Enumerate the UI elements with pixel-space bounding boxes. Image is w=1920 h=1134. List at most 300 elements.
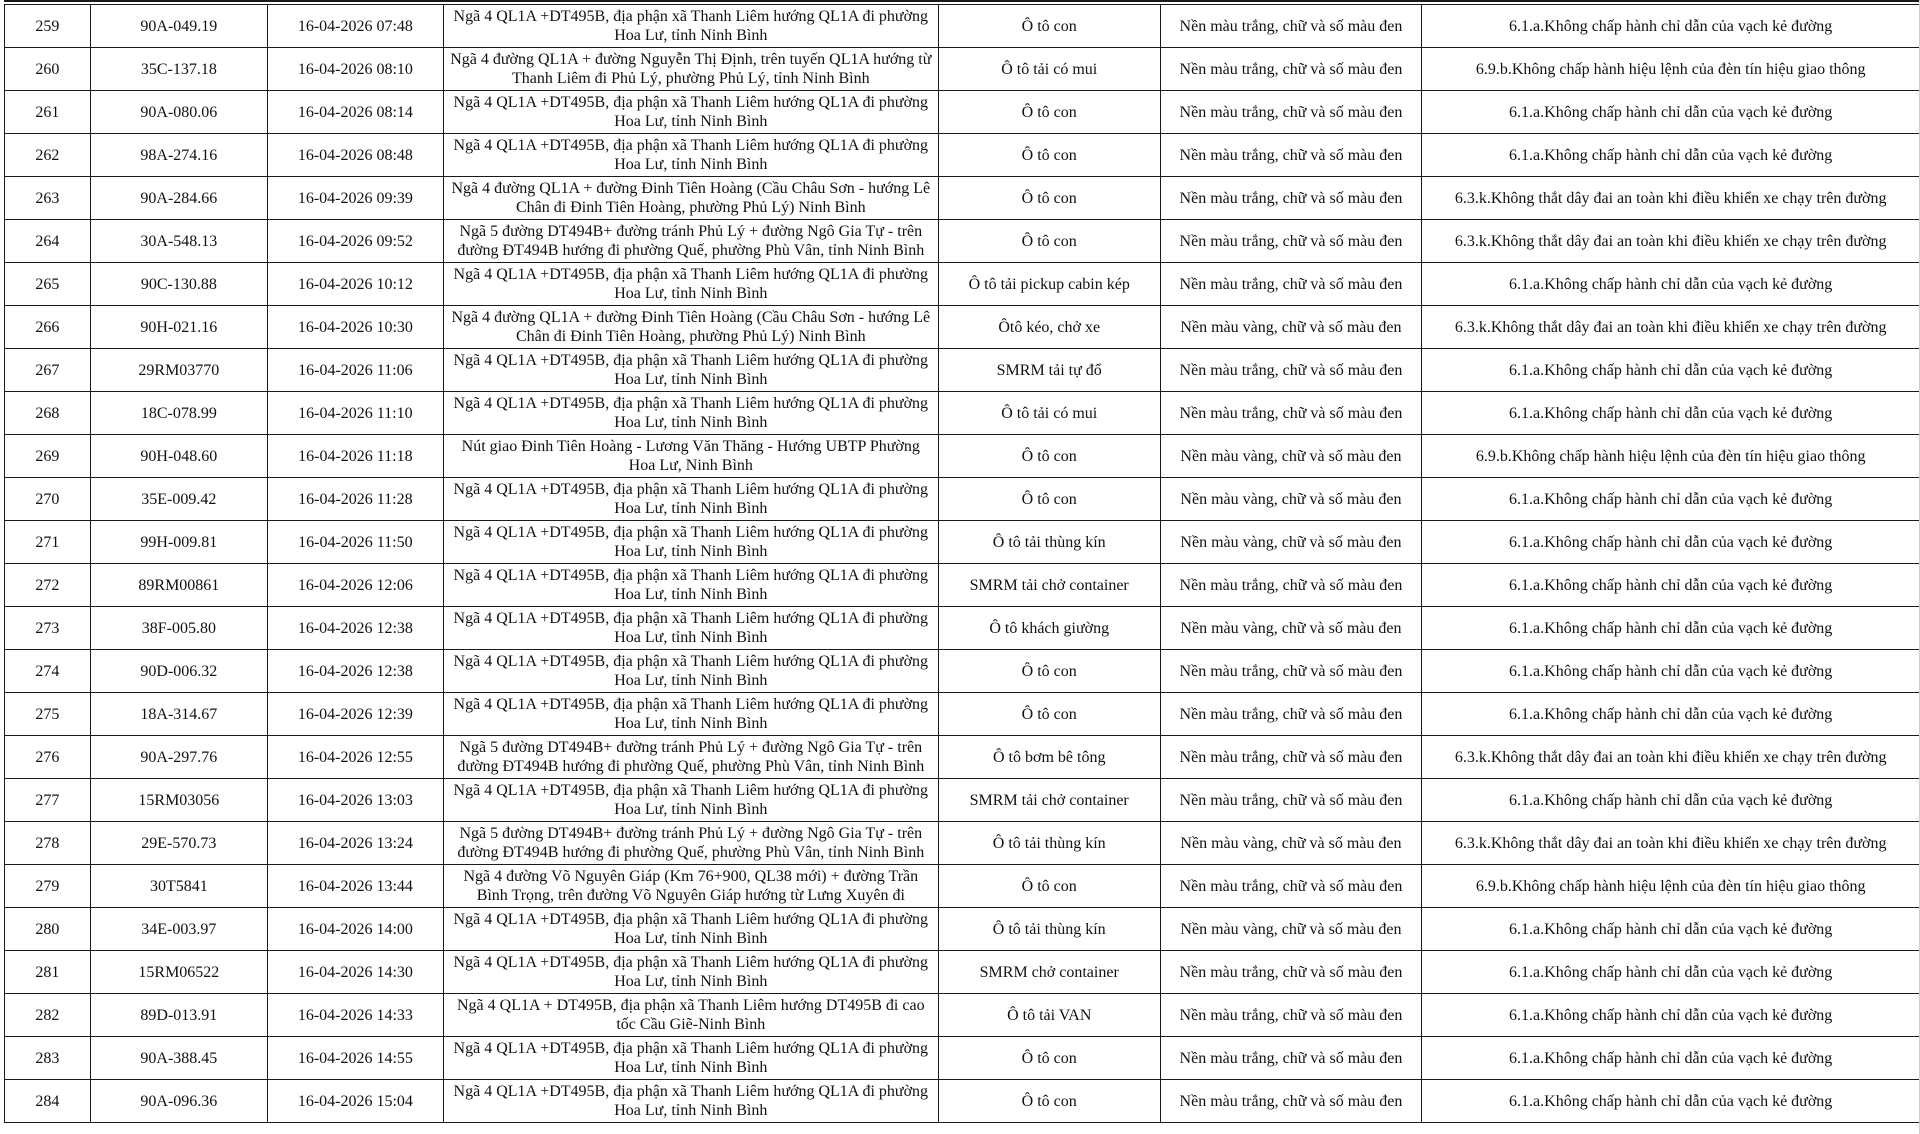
cell-violation-text: 6.3.k.Không thắt dây đai an toàn khi điều khiển xe chạy trên đường [1454, 189, 1887, 207]
cell-stt-text: 280 [35, 920, 60, 938]
cell-location-text: Ngã 4 QL1A +DT495B, địa phận xã Thanh Liêm hướng QL1A đi phường Hoa Lư, tỉnh Ninh Bình [453, 653, 929, 689]
cell-timestamp [268, 564, 444, 607]
cell-license-plate [90, 521, 267, 564]
cell-location-text: Ngã 4 QL1A +DT495B, địa phận xã Thanh Liêm hướng QL1A đi phường Hoa Lư, tỉnh Ninh Bình [453, 481, 929, 517]
table-row [5, 564, 1920, 607]
cell-vehicle-type [938, 865, 1160, 908]
cell-license-plate-text: 99H-009.81 [140, 533, 218, 551]
cell-stt [5, 779, 91, 822]
cell-vehicle-type [938, 951, 1160, 994]
table-row [5, 48, 1920, 91]
cell-license-plate-text: 15RM06522 [138, 963, 220, 981]
cell-location [443, 994, 938, 1037]
cell-violation-text: 6.9.b.Không chấp hành hiệu lệnh của đèn tín hiệu giao thông [1475, 60, 1866, 78]
cell-violation [1422, 392, 1920, 435]
cell-vehicle-type-text: Ô tô con [1021, 447, 1077, 465]
cell-violation [1422, 1037, 1920, 1080]
cell-timestamp [268, 994, 444, 1037]
cell-timestamp [268, 263, 444, 306]
table-row [5, 779, 1920, 822]
cell-location-text: Ngã 4 đường QL1A + đường Đinh Tiên Hoàng (Cầu Châu Sơn - hướng Lê Chân đi Đinh Tiên Hoàng, phường Phủ Lý) Ninh Bình [451, 309, 931, 345]
cell-violation [1422, 349, 1920, 392]
cell-timestamp-text: 16-04-2026 14:00 [297, 920, 413, 938]
table-row [5, 435, 1920, 478]
cell-violation-text: 6.3.k.Không thắt dây đai an toàn khi điều khiển xe chạy trên đường [1454, 318, 1887, 336]
cell-plate-color [1160, 1080, 1422, 1123]
table-row [5, 349, 1920, 392]
cell-timestamp [268, 908, 444, 951]
cell-license-plate-text: 15RM03056 [138, 791, 220, 809]
cell-license-plate [90, 91, 267, 134]
cell-location [443, 478, 938, 521]
cell-vehicle-type [938, 994, 1160, 1037]
cell-location [443, 392, 938, 435]
cell-location-text: Ngã 4 QL1A +DT495B, địa phận xã Thanh Liêm hướng QL1A đi phường Hoa Lư, tỉnh Ninh Bình [453, 782, 929, 818]
cell-location [443, 564, 938, 607]
cell-stt-text: 277 [35, 791, 60, 809]
cell-location [443, 607, 938, 650]
cell-violation [1422, 5, 1920, 48]
cell-license-plate-text: 90H-021.16 [140, 318, 218, 336]
cell-plate-color [1160, 736, 1422, 779]
cell-stt [5, 435, 91, 478]
cell-license-plate [90, 263, 267, 306]
cell-timestamp [268, 349, 444, 392]
cell-location-text: Ngã 4 đường QL1A + đường Đinh Tiên Hoàng (Cầu Châu Sơn - hướng Lê Chân đi Đinh Tiên Hoàng, phường Phủ Lý) Ninh Bình [451, 180, 931, 216]
table-row [5, 392, 1920, 435]
cell-location-text: Ngã 4 QL1A + DT495B, địa phận xã Thanh Liêm hướng DT495B đi cao tốc Cầu Giẽ-Ninh Bình [457, 997, 925, 1033]
cell-violation-text: 6.3.k.Không thắt dây đai an toàn khi điều khiển xe chạy trên đường [1454, 232, 1887, 250]
cell-license-plate-text: 90A-096.36 [140, 1092, 218, 1110]
cell-plate-color-text: Nền màu trắng, chữ và số màu đen [1179, 748, 1403, 766]
cell-stt [5, 908, 91, 951]
cell-timestamp [268, 693, 444, 736]
cell-vehicle-type [938, 1080, 1160, 1123]
cell-plate-color-text: Nền màu trắng, chữ và số màu đen [1179, 60, 1403, 78]
cell-timestamp-text: 16-04-2026 11:18 [298, 447, 413, 465]
cell-timestamp [268, 1080, 444, 1123]
cell-violation-text: 6.9.b.Không chấp hành hiệu lệnh của đèn tín hiệu giao thông [1475, 447, 1866, 465]
cell-vehicle-type-text: Ô tô con [1021, 146, 1077, 164]
cell-plate-color [1160, 263, 1422, 306]
cell-plate-color-text: Nền màu vàng, chữ và số màu đen [1180, 619, 1402, 637]
cell-license-plate-text: 90H-048.60 [140, 447, 218, 465]
cell-license-plate-text: 90A-049.19 [140, 17, 218, 35]
cell-location-text: Ngã 4 QL1A +DT495B, địa phận xã Thanh Liêm hướng QL1A đi phường Hoa Lư, tỉnh Ninh Bình [453, 137, 929, 173]
cell-timestamp-text: 16-04-2026 07:48 [297, 17, 413, 35]
cell-vehicle-type [938, 5, 1160, 48]
cell-timestamp-text: 16-04-2026 12:38 [297, 662, 413, 680]
cell-location-text: Ngã 5 đường DT494B+ đường tránh Phủ Lý + đường Ngô Gia Tự - trên đường ĐT494B hướng đi phường Quế, phường Phù Vân, tỉnh Ninh Bình [457, 825, 925, 861]
cell-timestamp-text: 16-04-2026 08:10 [297, 60, 413, 78]
cell-location [443, 951, 938, 994]
cell-plate-color-text: Nền màu trắng, chữ và số màu đen [1179, 963, 1403, 981]
cell-violation [1422, 564, 1920, 607]
cell-plate-color [1160, 1037, 1422, 1080]
cell-timestamp [268, 134, 444, 177]
cell-vehicle-type [938, 48, 1160, 91]
cell-vehicle-type [938, 693, 1160, 736]
cell-license-plate-text: 30T5841 [149, 877, 208, 895]
cell-stt [5, 521, 91, 564]
cell-stt-text: 271 [35, 533, 60, 551]
cell-plate-color [1160, 91, 1422, 134]
cell-vehicle-type-text: Ô tô con [1021, 232, 1077, 250]
cell-violation [1422, 779, 1920, 822]
cell-plate-color [1160, 5, 1422, 48]
cell-vehicle-type [938, 91, 1160, 134]
cell-license-plate-text: 90A-297.76 [140, 748, 218, 766]
table-row [5, 521, 1920, 564]
cell-violation [1422, 521, 1920, 564]
cell-timestamp [268, 435, 444, 478]
cell-plate-color-text: Nền màu trắng, chữ và số màu đen [1179, 146, 1403, 164]
cell-location [443, 263, 938, 306]
cell-location-text: Ngã 4 QL1A +DT495B, địa phận xã Thanh Liêm hướng QL1A đi phường Hoa Lư, tỉnh Ninh Bình [453, 266, 929, 302]
cell-location-text: Ngã 5 đường DT494B+ đường tránh Phủ Lý + đường Ngô Gia Tự - trên đường ĐT494B hướng đi phường Quế, phường Phù Vân, tỉnh Ninh Bình [457, 739, 925, 775]
cell-timestamp-text: 16-04-2026 14:33 [297, 1006, 413, 1024]
cell-license-plate [90, 564, 267, 607]
cell-plate-color [1160, 822, 1422, 865]
cell-stt-text: 263 [35, 189, 60, 207]
cell-timestamp-text: 16-04-2026 11:06 [298, 361, 413, 379]
table-row [5, 1080, 1920, 1123]
cell-vehicle-type-text: Ô tô con [1021, 1092, 1077, 1110]
cell-plate-color [1160, 865, 1422, 908]
cell-license-plate-text: 18A-314.67 [140, 705, 218, 723]
cell-violation-text: 6.3.k.Không thắt dây đai an toàn khi điều khiển xe chạy trên đường [1454, 748, 1887, 766]
cell-vehicle-type [938, 650, 1160, 693]
cell-timestamp [268, 478, 444, 521]
cell-stt-text: 268 [35, 404, 60, 422]
cell-timestamp [268, 48, 444, 91]
cell-license-plate-text: 89D-013.91 [140, 1006, 218, 1024]
cell-timestamp-text: 16-04-2026 12:06 [297, 576, 413, 594]
table-row [5, 5, 1920, 48]
cell-license-plate-text: 34E-003.97 [141, 920, 217, 938]
cell-stt-text: 279 [35, 877, 60, 895]
cell-timestamp [268, 822, 444, 865]
cell-timestamp-text: 16-04-2026 13:24 [297, 834, 413, 852]
cell-timestamp-text: 16-04-2026 08:14 [297, 103, 413, 121]
cell-license-plate [90, 5, 267, 48]
cell-location [443, 435, 938, 478]
cell-stt-text: 282 [35, 1006, 60, 1024]
cell-stt [5, 263, 91, 306]
cell-violation-text: 6.1.a.Không chấp hành chỉ dẫn của vạch kẻ đường [1509, 361, 1833, 379]
cell-license-plate [90, 435, 267, 478]
cell-vehicle-type [938, 435, 1160, 478]
cell-timestamp-text: 16-04-2026 13:44 [297, 877, 413, 895]
cell-timestamp [268, 607, 444, 650]
cell-license-plate-text: 90D-006.32 [140, 662, 218, 680]
cell-timestamp-text: 16-04-2026 10:12 [297, 275, 413, 293]
cell-timestamp [268, 91, 444, 134]
cell-plate-color-text: Nền màu trắng, chữ và số màu đen [1179, 576, 1403, 594]
cell-plate-color [1160, 521, 1422, 564]
cell-location-text: Ngã 4 QL1A +DT495B, địa phận xã Thanh Liêm hướng QL1A đi phường Hoa Lư, tỉnh Ninh Bình [453, 395, 929, 431]
cell-violation [1422, 865, 1920, 908]
table-row [5, 177, 1920, 220]
cell-timestamp-text: 16-04-2026 14:55 [297, 1049, 413, 1067]
cell-license-plate [90, 951, 267, 994]
cell-location [443, 736, 938, 779]
cell-vehicle-type-text: Ô tô con [1021, 662, 1077, 680]
cell-vehicle-type [938, 564, 1160, 607]
cell-location [443, 822, 938, 865]
cell-timestamp-text: 16-04-2026 09:52 [297, 232, 413, 250]
cell-stt-text: 278 [35, 834, 60, 852]
cell-location [443, 650, 938, 693]
cell-license-plate-text: 18C-078.99 [140, 404, 217, 422]
cell-plate-color-text: Nền màu trắng, chữ và số màu đen [1179, 1092, 1403, 1110]
cell-location [443, 521, 938, 564]
cell-timestamp-text: 16-04-2026 14:30 [297, 963, 413, 981]
cell-violation [1422, 263, 1920, 306]
cell-vehicle-type-text: Ô tô con [1021, 103, 1077, 121]
cell-violation [1422, 650, 1920, 693]
cell-violation-text: 6.1.a.Không chấp hành chỉ dẫn của vạch kẻ đường [1509, 619, 1833, 637]
cell-location-text: Ngã 4 QL1A +DT495B, địa phận xã Thanh Liêm hướng QL1A đi phường Hoa Lư, tỉnh Ninh Bình [453, 8, 929, 44]
cell-violation-text: 6.1.a.Không chấp hành chỉ dẫn của vạch kẻ đường [1509, 17, 1833, 35]
cell-license-plate [90, 908, 267, 951]
cell-vehicle-type-text: Ô tô tải pickup cabin kép [968, 275, 1130, 293]
cell-timestamp [268, 865, 444, 908]
cell-plate-color [1160, 220, 1422, 263]
cell-license-plate [90, 349, 267, 392]
cell-timestamp-text: 16-04-2026 12:39 [297, 705, 413, 723]
cell-violation-text: 6.1.a.Không chấp hành chỉ dẫn của vạch kẻ đường [1509, 662, 1833, 680]
cell-license-plate [90, 693, 267, 736]
cell-vehicle-type [938, 908, 1160, 951]
cell-vehicle-type-text: Ô tô con [1021, 189, 1077, 207]
cell-stt-text: 261 [35, 103, 60, 121]
cell-stt-text: 264 [35, 232, 60, 250]
cell-violation [1422, 1080, 1920, 1123]
cell-location [443, 48, 938, 91]
cell-stt-text: 266 [35, 318, 60, 336]
cell-timestamp-text: 16-04-2026 11:28 [298, 490, 413, 508]
cell-violation-text: 6.1.a.Không chấp hành chỉ dẫn của vạch kẻ đường [1509, 1092, 1833, 1110]
cell-location [443, 693, 938, 736]
cell-vehicle-type-text: Ô tô tải thùng kín [992, 920, 1106, 938]
cell-violation [1422, 994, 1920, 1037]
cell-location [443, 1037, 938, 1080]
cell-location-text: Ngã 4 QL1A +DT495B, địa phận xã Thanh Liêm hướng QL1A đi phường Hoa Lư, tỉnh Ninh Bình [453, 954, 929, 990]
cell-location [443, 220, 938, 263]
cell-timestamp-text: 16-04-2026 11:10 [298, 404, 413, 422]
cell-license-plate-text: 90C-130.88 [140, 275, 217, 293]
cell-stt [5, 306, 91, 349]
cell-license-plate-text: 29RM03770 [138, 361, 220, 379]
cell-violation [1422, 736, 1920, 779]
cell-stt [5, 822, 91, 865]
table-row [5, 951, 1920, 994]
cell-violation [1422, 306, 1920, 349]
cell-violation [1422, 435, 1920, 478]
cell-license-plate [90, 1037, 267, 1080]
cell-plate-color-text: Nền màu trắng, chữ và số màu đen [1179, 705, 1403, 723]
cell-location [443, 779, 938, 822]
cell-plate-color-text: Nền màu trắng, chữ và số màu đen [1179, 662, 1403, 680]
cell-violation-text: 6.1.a.Không chấp hành chỉ dẫn của vạch kẻ đường [1509, 705, 1833, 723]
cell-timestamp [268, 177, 444, 220]
cell-plate-color [1160, 564, 1422, 607]
cell-vehicle-type-text: Ô tô con [1021, 877, 1077, 895]
table-row [5, 607, 1920, 650]
cell-timestamp-text: 16-04-2026 12:55 [297, 748, 413, 766]
cell-plate-color [1160, 349, 1422, 392]
cell-plate-color [1160, 951, 1422, 994]
cell-violation-text: 6.3.k.Không thắt dây đai an toàn khi điều khiển xe chạy trên đường [1454, 834, 1887, 852]
cell-stt [5, 607, 91, 650]
cell-license-plate-text: 29E-570.73 [141, 834, 217, 852]
cell-violation-text: 6.1.a.Không chấp hành chỉ dẫn của vạch kẻ đường [1509, 791, 1833, 809]
cell-timestamp [268, 779, 444, 822]
cell-location-text: Ngã 4 QL1A +DT495B, địa phận xã Thanh Liêm hướng QL1A đi phường Hoa Lư, tỉnh Ninh Bình [453, 696, 929, 732]
cell-stt-text: 267 [35, 361, 60, 379]
cell-violation [1422, 693, 1920, 736]
cell-location [443, 1080, 938, 1123]
cell-vehicle-type [938, 134, 1160, 177]
cell-license-plate [90, 865, 267, 908]
cell-stt [5, 994, 91, 1037]
cell-license-plate-text: 90A-388.45 [140, 1049, 218, 1067]
table-row [5, 994, 1920, 1037]
cell-timestamp [268, 5, 444, 48]
cell-vehicle-type-text: Ô tô con [1021, 490, 1077, 508]
cell-location-text: Ngã 4 QL1A +DT495B, địa phận xã Thanh Liêm hướng QL1A đi phường Hoa Lư, tỉnh Ninh Bình [453, 1083, 929, 1119]
cell-violation-text: 6.1.a.Không chấp hành chỉ dẫn của vạch kẻ đường [1509, 404, 1833, 422]
cell-vehicle-type-text: Ô tô con [1021, 1049, 1077, 1067]
cell-location-text: Ngã 4 QL1A +DT495B, địa phận xã Thanh Liêm hướng QL1A đi phường Hoa Lư, tỉnh Ninh Bình [453, 352, 929, 388]
cell-violation-text: 6.1.a.Không chấp hành chỉ dẫn của vạch kẻ đường [1509, 533, 1833, 551]
cell-timestamp [268, 736, 444, 779]
cell-stt [5, 564, 91, 607]
violation-table [4, 4, 1920, 1123]
cell-violation-text: 6.1.a.Không chấp hành chỉ dẫn của vạch kẻ đường [1509, 146, 1833, 164]
cell-violation-text: 6.1.a.Không chấp hành chỉ dẫn của vạch kẻ đường [1509, 1006, 1833, 1024]
cell-license-plate-text: 90A-080.06 [140, 103, 218, 121]
table-row [5, 478, 1920, 521]
cell-stt [5, 865, 91, 908]
cell-license-plate-text: 89RM00861 [138, 576, 220, 594]
cell-stt [5, 177, 91, 220]
cell-violation [1422, 134, 1920, 177]
cell-plate-color [1160, 435, 1422, 478]
cell-location-text: Ngã 4 QL1A +DT495B, địa phận xã Thanh Liêm hướng QL1A đi phường Hoa Lư, tỉnh Ninh Bình [453, 567, 929, 603]
cell-violation-text: 6.1.a.Không chấp hành chỉ dẫn của vạch kẻ đường [1509, 963, 1833, 981]
cell-timestamp [268, 650, 444, 693]
cell-vehicle-type [938, 263, 1160, 306]
cell-timestamp [268, 521, 444, 564]
cell-plate-color-text: Nền màu vàng, chữ và số màu đen [1180, 490, 1402, 508]
cell-plate-color-text: Nền màu trắng, chữ và số màu đen [1179, 103, 1403, 121]
cell-location-text: Ngã 4 đường QL1A + đường Nguyễn Thị Định, trên tuyến QL1A hướng từ Thanh Liêm đi Phủ Lý, phường Phủ Lý, tỉnh Ninh Bình [450, 51, 932, 87]
table-top-border [4, 0, 1919, 2]
cell-location-text: Ngã 4 QL1A +DT495B, địa phận xã Thanh Liêm hướng QL1A đi phường Hoa Lư, tỉnh Ninh Bình [453, 610, 929, 646]
cell-location-text: Nút giao Đinh Tiên Hoàng - Lương Văn Thăng - Hướng UBTP Phường Hoa Lư, Ninh Bình [461, 438, 920, 474]
cell-vehicle-type-text: SMRM tải chở container [969, 791, 1129, 809]
cell-vehicle-type [938, 521, 1160, 564]
cell-stt-text: 265 [35, 275, 60, 293]
cell-license-plate-text: 35E-009.42 [141, 490, 217, 508]
table-row [5, 91, 1920, 134]
cell-plate-color-text: Nền màu trắng, chữ và số màu đen [1179, 791, 1403, 809]
table-row [5, 263, 1920, 306]
cell-vehicle-type-text: SMRM tải tự đổ [996, 361, 1102, 379]
cell-location [443, 908, 938, 951]
cell-violation [1422, 220, 1920, 263]
cell-license-plate-text: 90A-284.66 [140, 189, 218, 207]
cell-stt-text: 281 [35, 963, 60, 981]
cell-plate-color [1160, 177, 1422, 220]
cell-vehicle-type-text: Ô tô con [1021, 17, 1077, 35]
table-row [5, 908, 1920, 951]
cell-vehicle-type-text: Ô tô tải có mui [1001, 404, 1098, 422]
cell-violation [1422, 48, 1920, 91]
cell-stt-text: 283 [35, 1049, 60, 1067]
table-row [5, 736, 1920, 779]
cell-location [443, 134, 938, 177]
cell-plate-color-text: Nền màu trắng, chữ và số màu đen [1179, 1049, 1403, 1067]
cell-plate-color-text: Nền màu trắng, chữ và số màu đen [1179, 404, 1403, 422]
cell-plate-color [1160, 306, 1422, 349]
cell-plate-color [1160, 994, 1422, 1037]
cell-timestamp [268, 392, 444, 435]
cell-plate-color-text: Nền màu trắng, chữ và số màu đen [1179, 189, 1403, 207]
cell-timestamp [268, 951, 444, 994]
cell-stt [5, 478, 91, 521]
cell-location [443, 349, 938, 392]
cell-license-plate-text: 38F-005.80 [141, 619, 216, 637]
cell-plate-color [1160, 607, 1422, 650]
cell-timestamp-text: 16-04-2026 13:03 [297, 791, 413, 809]
cell-vehicle-type-text: Ôtô kéo, chở xe [998, 318, 1101, 336]
cell-vehicle-type-text: Ô tô khách giường [989, 619, 1110, 637]
cell-violation [1422, 607, 1920, 650]
cell-location [443, 5, 938, 48]
cell-timestamp-text: 16-04-2026 09:39 [297, 189, 413, 207]
cell-vehicle-type-text: Ô tô tải VAN [1007, 1006, 1092, 1024]
cell-stt [5, 736, 91, 779]
cell-violation-text: 6.1.a.Không chấp hành chỉ dẫn của vạch kẻ đường [1509, 576, 1833, 594]
cell-stt [5, 1037, 91, 1080]
cell-stt [5, 91, 91, 134]
cell-vehicle-type-text: Ô tô bơm bê tông [992, 748, 1106, 766]
cell-timestamp-text: 16-04-2026 15:04 [297, 1092, 413, 1110]
cell-violation [1422, 478, 1920, 521]
cell-license-plate [90, 650, 267, 693]
cell-plate-color [1160, 908, 1422, 951]
cell-license-plate [90, 1080, 267, 1123]
cell-vehicle-type [938, 779, 1160, 822]
cell-stt [5, 48, 91, 91]
violation-table-body [5, 5, 1920, 1123]
cell-timestamp-text: 16-04-2026 12:38 [297, 619, 413, 637]
cell-location-text: Ngã 4 QL1A +DT495B, địa phận xã Thanh Liêm hướng QL1A đi phường Hoa Lư, tỉnh Ninh Bình [453, 524, 929, 560]
cell-stt-text: 270 [35, 490, 60, 508]
cell-plate-color [1160, 650, 1422, 693]
cell-vehicle-type-text: SMRM tải chở container [969, 576, 1129, 594]
cell-stt [5, 650, 91, 693]
cell-vehicle-type-text: Ô tô tải thùng kín [992, 533, 1106, 551]
cell-violation-text: 6.1.a.Không chấp hành chỉ dẫn của vạch kẻ đường [1509, 275, 1833, 293]
table-row [5, 1037, 1920, 1080]
cell-violation-text: 6.1.a.Không chấp hành chỉ dẫn của vạch kẻ đường [1509, 920, 1833, 938]
cell-plate-color-text: Nền màu trắng, chữ và số màu đen [1179, 17, 1403, 35]
cell-license-plate [90, 779, 267, 822]
